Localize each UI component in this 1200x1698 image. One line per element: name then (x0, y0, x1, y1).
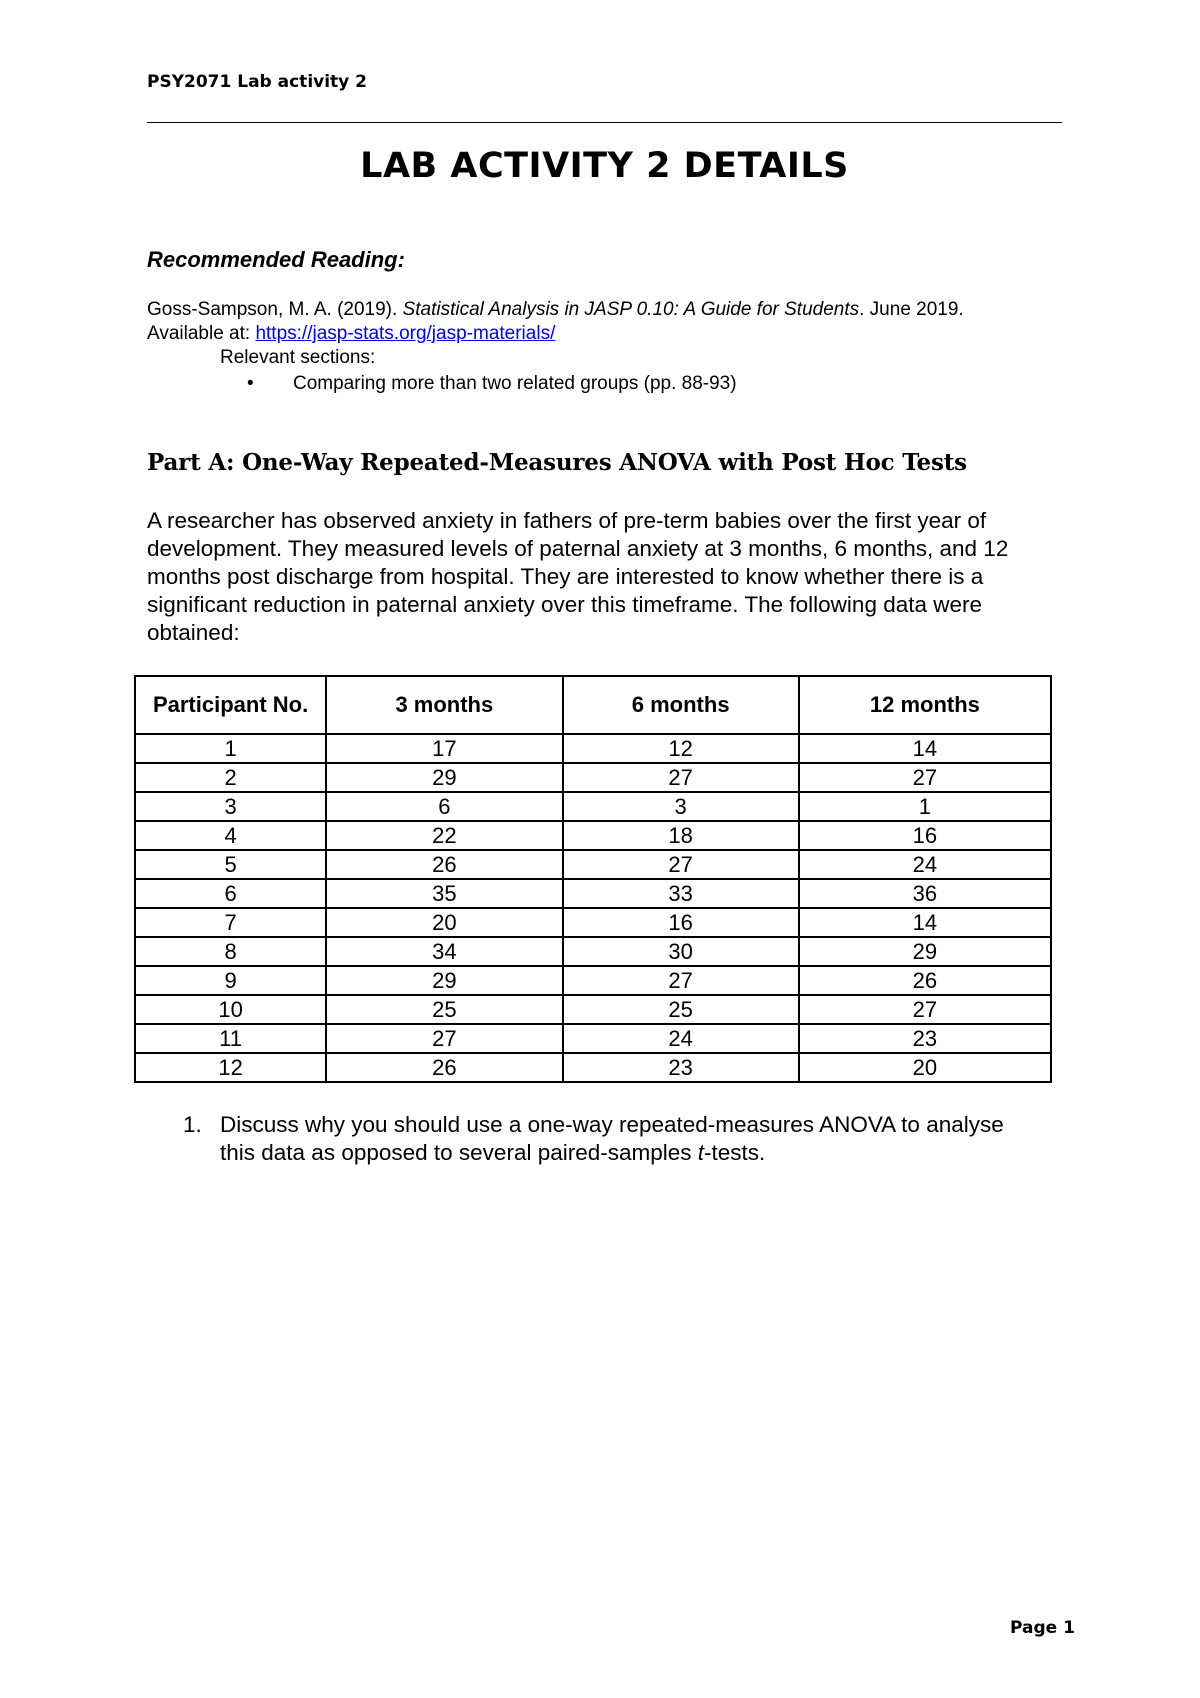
table-cell: 8 (135, 937, 326, 966)
question-number: 1. (183, 1112, 202, 1137)
table-cell: 12 (563, 734, 799, 763)
question-1 (183, 1111, 1020, 1167)
table-cell: 27 (563, 850, 799, 879)
table-cell: 26 (326, 850, 562, 879)
table-cell: 6 (326, 792, 562, 821)
anxiety-data-table (134, 675, 1052, 1083)
table-cell: 29 (326, 763, 562, 792)
table-cell: 24 (799, 850, 1051, 879)
table-cell: 4 (135, 821, 326, 850)
table-cell: 1 (799, 792, 1051, 821)
table-cell: 27 (799, 763, 1051, 792)
table-cell: 18 (563, 821, 799, 850)
table-cell: 33 (563, 879, 799, 908)
table-row (135, 1024, 1051, 1053)
table-cell: 17 (326, 734, 562, 763)
citation-date: . June 2019. (859, 299, 964, 320)
table-cell: 27 (563, 966, 799, 995)
table-cell: 7 (135, 908, 326, 937)
citation-title: Statistical Analysis in JASP 0.10: A Guide for Students (402, 299, 860, 320)
table-cell: 12 (135, 1053, 326, 1082)
column-header-3-months: 3 months (326, 676, 562, 734)
question-text-end: -tests. (704, 1140, 766, 1165)
table-cell: 11 (135, 1024, 326, 1053)
reference-citation (147, 298, 964, 346)
part-a-heading: Part A: One-Way Repeated-Measures ANOVA with Post Hoc Tests (147, 449, 967, 476)
recommended-reading-heading: Recommended Reading: (147, 247, 405, 272)
running-header: PSY2071 Lab activity 2 (147, 72, 368, 92)
table-row (135, 937, 1051, 966)
table-row (135, 850, 1051, 879)
table-cell: 22 (326, 821, 562, 850)
citation-line (147, 298, 964, 322)
relevant-sections-label: Relevant sections: (220, 347, 376, 368)
table-cell: 6 (135, 879, 326, 908)
table-cell: 25 (326, 995, 562, 1024)
table-row (135, 821, 1051, 850)
column-header-participant: Participant No. (135, 676, 326, 734)
page-number: Page 1 (1010, 1618, 1075, 1638)
table-cell: 36 (799, 879, 1051, 908)
table-row (135, 734, 1051, 763)
table-cell: 26 (326, 1053, 562, 1082)
question-text-main: Discuss why you should use a one-way repeated-measures ANOVA to analyse this data as opposed to several paired-samples (220, 1112, 1004, 1165)
page-title: LAB ACTIVITY 2 DETAILS (360, 146, 849, 186)
table-cell: 30 (563, 937, 799, 966)
table-cell: 29 (326, 966, 562, 995)
table-cell: 34 (326, 937, 562, 966)
table-cell: 23 (563, 1053, 799, 1082)
table-cell: 20 (799, 1053, 1051, 1082)
bullet-list-item (247, 373, 737, 395)
table-cell: 16 (799, 821, 1051, 850)
availability-line (147, 322, 964, 346)
table-cell: 3 (135, 792, 326, 821)
question-text (220, 1111, 1020, 1167)
table-header-row (135, 676, 1051, 734)
table-cell: 25 (563, 995, 799, 1024)
table-cell: 14 (799, 908, 1051, 937)
header-divider (147, 122, 1062, 123)
table-cell: 16 (563, 908, 799, 937)
table-cell: 9 (135, 966, 326, 995)
column-header-6-months: 6 months (563, 676, 799, 734)
table-cell: 1 (135, 734, 326, 763)
table-row (135, 908, 1051, 937)
table-cell: 27 (326, 1024, 562, 1053)
table-cell: 23 (799, 1024, 1051, 1053)
table-cell: 10 (135, 995, 326, 1024)
citation-authors: Goss-Sampson, M. A. (2019). (147, 299, 403, 320)
table-row (135, 792, 1051, 821)
table-cell: 2 (135, 763, 326, 792)
table-row (135, 995, 1051, 1024)
table-cell: 14 (799, 734, 1051, 763)
table-row (135, 1053, 1051, 1082)
available-label: Available at: (147, 323, 256, 344)
table-row (135, 966, 1051, 995)
table-cell: 24 (563, 1024, 799, 1053)
part-a-description: A researcher has observed anxiety in fathers of pre-term babies over the first year of development. They measured levels of paternal anxiety at 3 months, 6 months, and 12 months post discharge from hospital. They are interested to know whether there is a significant reduction in paternal anxiety over this timeframe. The following data were obtained: (147, 508, 1009, 645)
table-cell: 29 (799, 937, 1051, 966)
jasp-materials-link[interactable]: https://jasp-stats.org/jasp-materials/ (255, 323, 556, 344)
table-cell: 27 (563, 763, 799, 792)
column-header-12-months: 12 months (799, 676, 1051, 734)
table-cell: 27 (799, 995, 1051, 1024)
table-cell: 35 (326, 879, 562, 908)
table-row (135, 763, 1051, 792)
table-cell: 5 (135, 850, 326, 879)
bullet-icon: • (247, 373, 254, 394)
table-cell: 3 (563, 792, 799, 821)
table-row (135, 879, 1051, 908)
table-cell: 26 (799, 966, 1051, 995)
bullet-text: Comparing more than two related groups (pp. 88-93) (293, 373, 737, 394)
question-text-italic: t (697, 1140, 705, 1165)
table-cell: 20 (326, 908, 562, 937)
